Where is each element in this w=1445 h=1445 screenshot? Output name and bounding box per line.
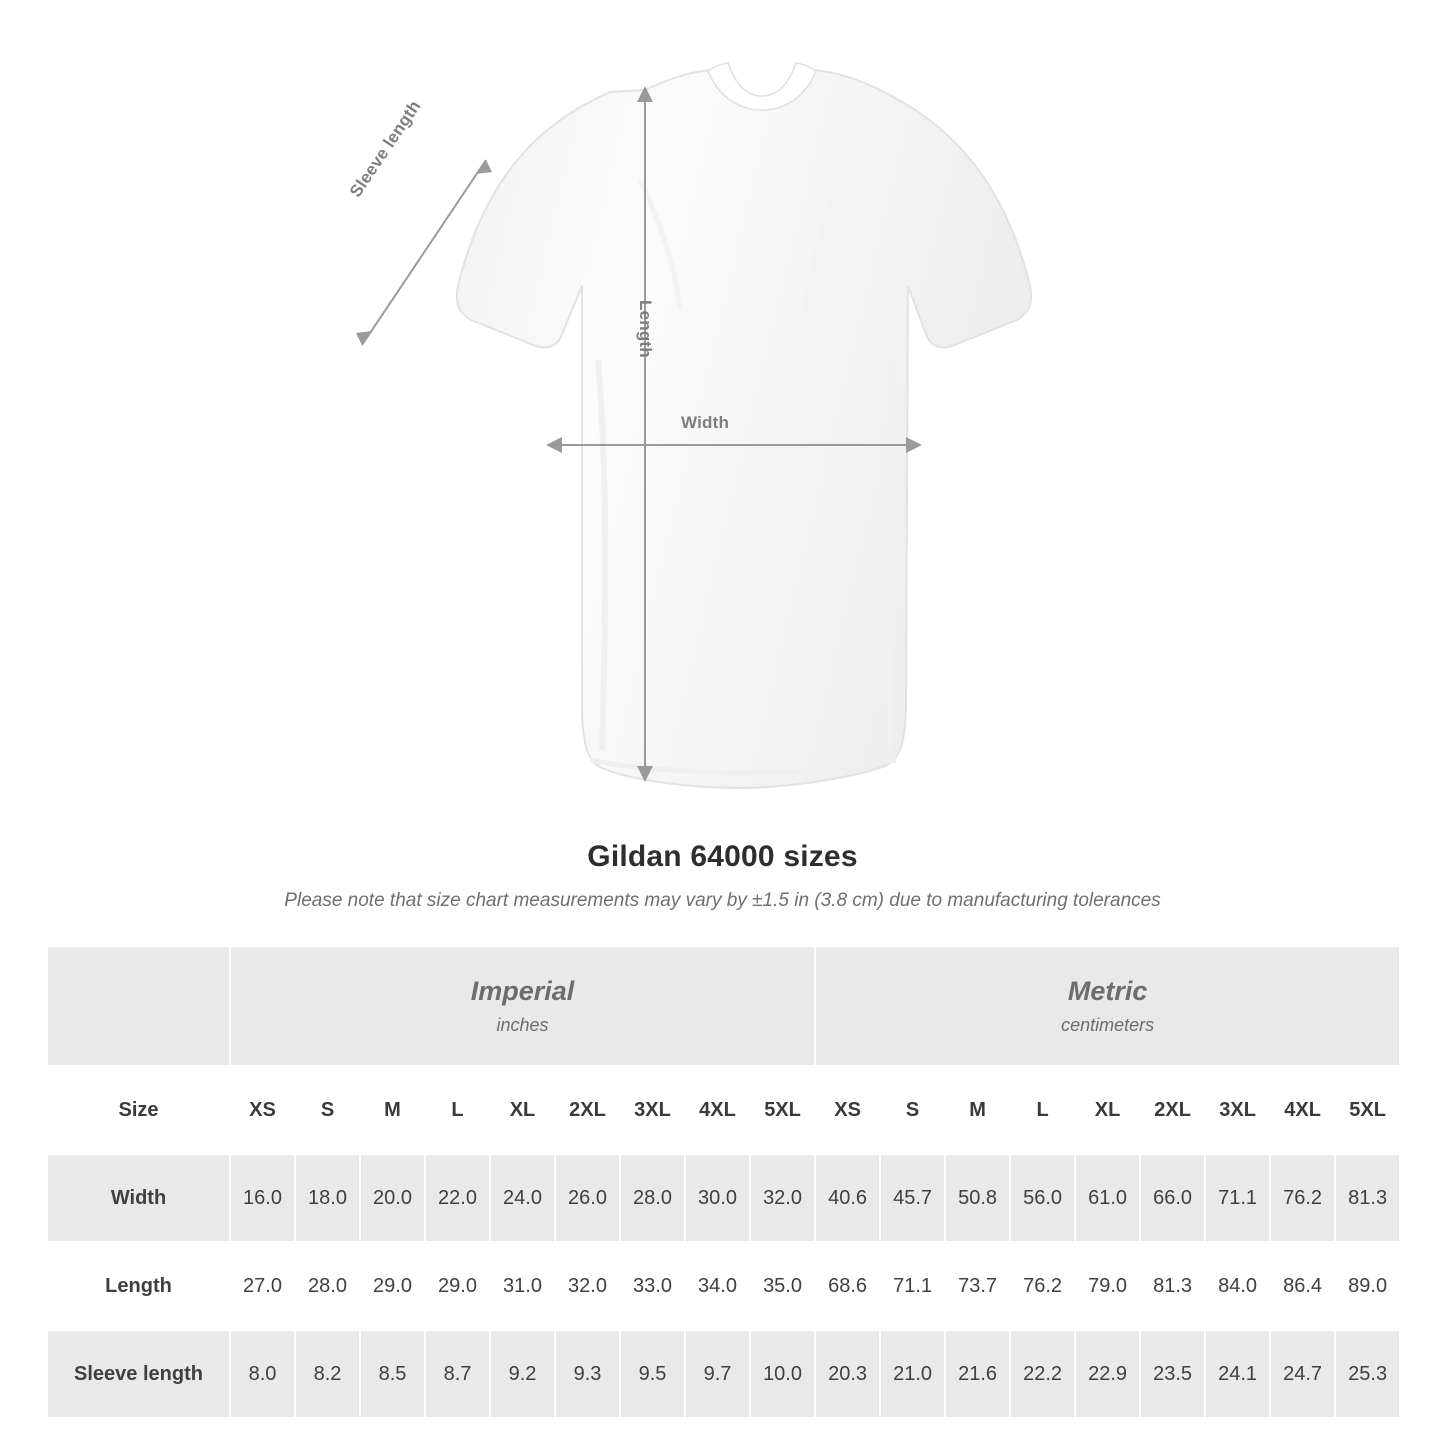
- cell-length-metric-5xl: 89.0: [1335, 1242, 1400, 1330]
- cell-width-metric-5xl: 81.3: [1335, 1154, 1400, 1242]
- size-header-imperial-2xl: 2XL: [555, 1066, 620, 1154]
- cell-width-imperial-5xl: 32.0: [750, 1154, 815, 1242]
- length-label: Length: [636, 300, 655, 358]
- table-row: [47, 1242, 1400, 1330]
- cell-sleeve-imperial-4xl: 9.7: [685, 1330, 750, 1418]
- size-header-imperial-xs: XS: [230, 1066, 295, 1154]
- cell-sleeve-imperial-xs: 8.0: [230, 1330, 295, 1418]
- cell-width-metric-xl: 61.0: [1075, 1154, 1140, 1242]
- cell-length-metric-m: 73.7: [945, 1242, 1010, 1330]
- cell-sleeve-metric-2xl: 23.5: [1140, 1330, 1205, 1418]
- size-header-row: [47, 1066, 1400, 1154]
- size-header-imperial-5xl: 5XL: [750, 1066, 815, 1154]
- size-header-metric-m: M: [945, 1066, 1010, 1154]
- cell-width-imperial-m: 20.0: [360, 1154, 425, 1242]
- cell-width-metric-3xl: 71.1: [1205, 1154, 1270, 1242]
- size-header-imperial-m: M: [360, 1066, 425, 1154]
- cell-sleeve-imperial-3xl: 9.5: [620, 1330, 685, 1418]
- size-header-imperial-3xl: 3XL: [620, 1066, 685, 1154]
- cell-sleeve-metric-m: 21.6: [945, 1330, 1010, 1418]
- size-header-imperial-s: S: [295, 1066, 360, 1154]
- cell-width-imperial-4xl: 30.0: [685, 1154, 750, 1242]
- table-row: [47, 1330, 1400, 1418]
- row-label-sleeve-length: Sleeve length: [47, 1330, 230, 1418]
- cell-sleeve-metric-l: 22.2: [1010, 1330, 1075, 1418]
- cell-length-imperial-3xl: 33.0: [620, 1242, 685, 1330]
- unit-group-metric: [815, 946, 1400, 1066]
- unit-imperial-name: Imperial: [470, 976, 575, 1007]
- cell-sleeve-metric-xl: 22.9: [1075, 1330, 1140, 1418]
- cell-width-metric-s: 45.7: [880, 1154, 945, 1242]
- row-label-width: Width: [47, 1154, 230, 1242]
- unit-group-imperial: [230, 946, 815, 1066]
- cell-sleeve-metric-3xl: 24.1: [1205, 1330, 1270, 1418]
- row-label-length: Length: [47, 1242, 230, 1330]
- unit-imperial-sub: inches: [496, 1014, 549, 1035]
- size-header-metric-xs: XS: [815, 1066, 880, 1154]
- cell-width-imperial-xl: 24.0: [490, 1154, 555, 1242]
- cell-sleeve-imperial-2xl: 9.3: [555, 1330, 620, 1418]
- size-header-metric-xl: XL: [1075, 1066, 1140, 1154]
- size-header-label: Size: [47, 1066, 230, 1154]
- cell-length-metric-xl: 79.0: [1075, 1242, 1140, 1330]
- size-header-metric-5xl: 5XL: [1335, 1066, 1400, 1154]
- unit-corner-cell: [47, 946, 230, 1066]
- cell-sleeve-imperial-l: 8.7: [425, 1330, 490, 1418]
- cell-length-metric-xs: 68.6: [815, 1242, 880, 1330]
- cell-length-imperial-xs: 27.0: [230, 1242, 295, 1330]
- cell-length-imperial-5xl: 35.0: [750, 1242, 815, 1330]
- cell-width-metric-l: 56.0: [1010, 1154, 1075, 1242]
- size-header-metric-3xl: 3XL: [1205, 1066, 1270, 1154]
- width-label: Width: [681, 413, 730, 432]
- cell-width-imperial-3xl: 28.0: [620, 1154, 685, 1242]
- page-title: Gildan 64000 sizes: [587, 840, 858, 873]
- cell-length-metric-3xl: 84.0: [1205, 1242, 1270, 1330]
- sleeve-length-label: Sleeve length: [346, 96, 425, 201]
- cell-sleeve-imperial-xl: 9.2: [490, 1330, 555, 1418]
- size-header-metric-s: S: [880, 1066, 945, 1154]
- cell-width-metric-2xl: 66.0: [1140, 1154, 1205, 1242]
- cell-length-imperial-s: 28.0: [295, 1242, 360, 1330]
- cell-width-imperial-l: 22.0: [425, 1154, 490, 1242]
- cell-width-metric-xs: 40.6: [815, 1154, 880, 1242]
- table-row: [47, 1154, 1400, 1242]
- cell-sleeve-imperial-m: 8.5: [360, 1330, 425, 1418]
- size-header-imperial-4xl: 4XL: [685, 1066, 750, 1154]
- cell-sleeve-metric-4xl: 24.7: [1270, 1330, 1335, 1418]
- cell-sleeve-metric-5xl: 25.3: [1335, 1330, 1400, 1418]
- cell-sleeve-imperial-5xl: 10.0: [750, 1330, 815, 1418]
- unit-header-row: [47, 946, 1400, 1066]
- cell-sleeve-imperial-s: 8.2: [295, 1330, 360, 1418]
- cell-length-metric-l: 76.2: [1010, 1242, 1075, 1330]
- cell-sleeve-metric-s: 21.0: [880, 1330, 945, 1418]
- size-header-imperial-l: L: [425, 1066, 490, 1154]
- size-header-metric-l: L: [1010, 1066, 1075, 1154]
- size-table: [46, 945, 1401, 1419]
- tolerance-note: Please note that size chart measurements may vary by ±1.5 in (3.8 cm) due to manufacturing tolerances: [284, 890, 1161, 911]
- size-table-wrapper: [46, 945, 1399, 1419]
- cell-length-metric-s: 71.1: [880, 1242, 945, 1330]
- cell-width-imperial-2xl: 26.0: [555, 1154, 620, 1242]
- cell-length-imperial-xl: 31.0: [490, 1242, 555, 1330]
- cell-sleeve-metric-xs: 20.3: [815, 1330, 880, 1418]
- size-header-metric-4xl: 4XL: [1270, 1066, 1335, 1154]
- cell-width-imperial-xs: 16.0: [230, 1154, 295, 1242]
- cell-width-metric-4xl: 76.2: [1270, 1154, 1335, 1242]
- unit-metric-sub: centimeters: [1061, 1014, 1155, 1035]
- size-header-imperial-xl: XL: [490, 1066, 555, 1154]
- cell-length-imperial-m: 29.0: [360, 1242, 425, 1330]
- cell-length-imperial-4xl: 34.0: [685, 1242, 750, 1330]
- cell-width-metric-m: 50.8: [945, 1154, 1010, 1242]
- size-header-metric-2xl: 2XL: [1140, 1066, 1205, 1154]
- cell-length-imperial-2xl: 32.0: [555, 1242, 620, 1330]
- title-block: [0, 840, 1445, 912]
- unit-metric-name: Metric: [1067, 976, 1148, 1007]
- cell-length-metric-4xl: 86.4: [1270, 1242, 1335, 1330]
- cell-length-imperial-l: 29.0: [425, 1242, 490, 1330]
- cell-length-metric-2xl: 81.3: [1140, 1242, 1205, 1330]
- cell-width-imperial-s: 18.0: [295, 1154, 360, 1242]
